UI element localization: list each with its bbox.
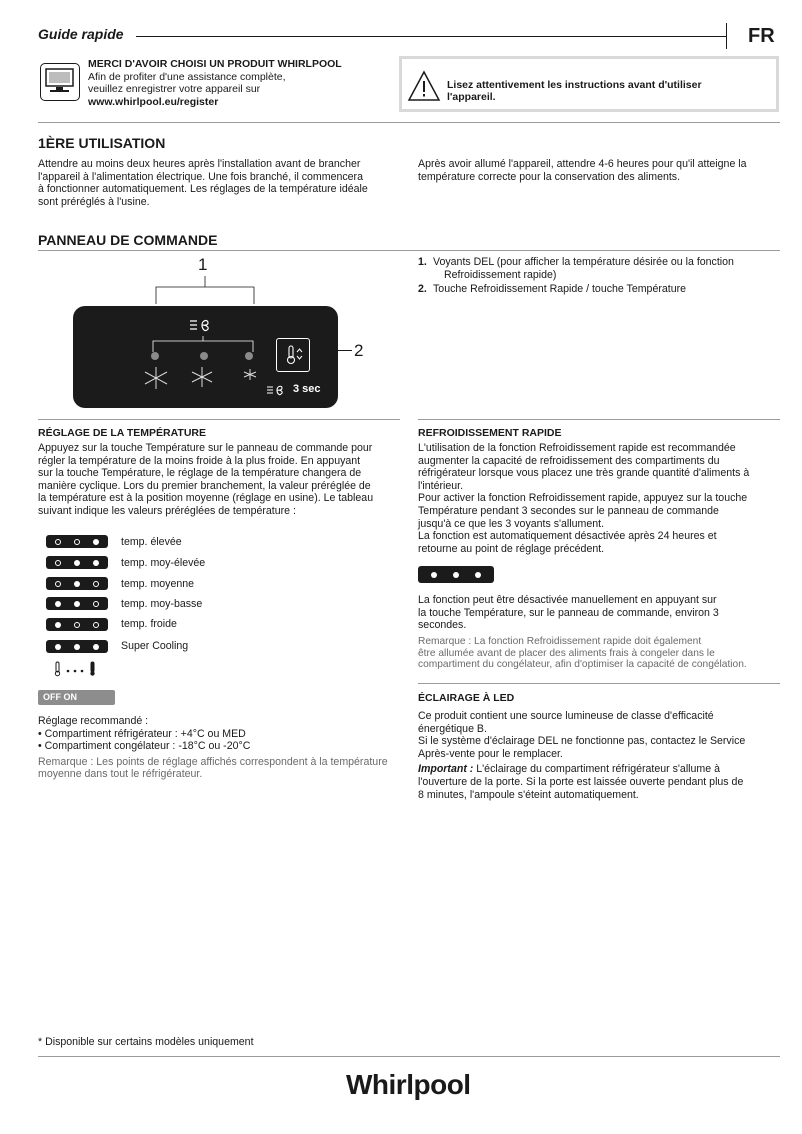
warning-text: [447, 79, 747, 103]
note-line: moyenne dans tout le réfrigérateur.: [38, 768, 203, 781]
warning-line: Lisez attentivement les instructions avant d'utiliser: [447, 79, 702, 91]
footer-rule: [38, 1056, 780, 1057]
text-line: augmenter la capacité de refroidissement des compartiments du: [418, 454, 720, 467]
led-indicator-strip: [46, 556, 108, 569]
off-on-indicator: OFF ON: [38, 690, 115, 705]
section-rule: [418, 683, 780, 684]
led-indicator-strip: [46, 577, 108, 590]
text-line: L'éclairage du compartiment réfrigérateur s'allume à: [473, 763, 720, 776]
callout-2: 2: [354, 341, 364, 360]
led-dot: [93, 644, 99, 650]
header-divider: [726, 23, 727, 49]
led-dot: [93, 581, 99, 587]
led-dot: [74, 622, 80, 628]
led-dot: [74, 539, 80, 545]
text-line: Température pendant 3 secondes sur le panneau de commande: [418, 504, 719, 517]
text-line: régler la température de la moins froide à la plus froide. En appuyant: [38, 454, 361, 467]
fast-cooling-title: REFROIDISSEMENT RAPIDE: [418, 427, 562, 439]
text-line: • Compartiment congélateur : -18°C ou -20°C: [38, 740, 251, 753]
thanks-line: Afin de profiter d'une assistance complète,: [88, 70, 286, 83]
first-use-right: [418, 158, 780, 183]
text-line: 8 minutes, l'ampoule s'éteint automatiquement.: [418, 788, 639, 801]
led-indicator-strip: [46, 597, 108, 610]
control-panel-title: PANNEAU DE COMMANDE: [38, 232, 218, 248]
led-dot: [55, 539, 61, 545]
led-dot: [93, 622, 99, 628]
text-line: réfrigérateur lorsque vous placez une très grande quantité d'aliments à: [418, 467, 750, 480]
note-line: compartiment du congélateur, afin d'optimiser la capacité de congélation.: [418, 659, 747, 671]
text-line: suivant indique les valeurs préréglées de température :: [38, 504, 296, 517]
temperature-settings-table: [0, 0, 400, 690]
manual-deactivation-text: [418, 594, 780, 632]
led-dot: [93, 560, 99, 566]
led-indicator-strip: [46, 640, 108, 653]
panel-legend: [418, 256, 734, 296]
text-line: la température est à la position moyenne (réglage en usine). Le tableau: [38, 492, 374, 505]
guide-title: Guide rapide: [38, 26, 124, 42]
legend-item: [418, 283, 734, 296]
note-line: Remarque : Les points de réglage affichés correspondent à la température: [38, 755, 388, 768]
all-leds-on-strip: [418, 566, 494, 583]
thanks-line: veuillez enregistrer votre appareil sur: [88, 83, 261, 95]
text-line: énergétique B.: [418, 722, 487, 735]
led-dot: [74, 560, 80, 566]
recommended-settings: [38, 715, 403, 781]
text-line: La fonction est automatiquement désactivée après 24 heures et: [418, 530, 717, 543]
text-line: Après avoir allumé l'appareil, attendre 4-6 heures pour qu'il atteigne la: [418, 158, 747, 170]
text-line: manière cyclique. Lors du premier branchement, la valeur préréglée de: [38, 479, 371, 492]
thanks-title: MERCI D'AVOIR CHOISI UN PRODUIT WHIRLPOOL: [88, 58, 342, 70]
callout-1: 1: [198, 255, 208, 274]
led-dot: [55, 560, 61, 566]
led-dot: [74, 581, 80, 587]
led-dot: [93, 601, 99, 607]
setting-label: Super Cooling: [121, 640, 189, 652]
text-line: l'appareil à l'alimentation électrique. Une fois branché, il commencera: [38, 170, 363, 183]
text-line: jusqu'à ce que les 3 voyants s'allument.: [418, 517, 605, 530]
first-use-title: 1ÈRE UTILISATION: [38, 135, 166, 151]
legend-text: Touche Refroidissement Rapide / touche Température: [433, 283, 687, 296]
led-dot: [55, 601, 61, 607]
text-line: la touche Température, sur le panneau de commande, environ 3: [418, 606, 719, 619]
warning-line: l'appareil.: [447, 91, 496, 103]
panel-timer-label: 3 sec: [293, 383, 321, 395]
setting-label: temp. moy-basse: [121, 598, 203, 610]
note-line: être allumée avant de placer des aliments frais à congeler dans le: [418, 647, 715, 659]
language-label: FR: [748, 25, 775, 47]
text-line: l'intérieur.: [418, 479, 464, 492]
section-rule: [418, 419, 780, 420]
warning-box: [399, 56, 779, 112]
text-line: Ce produit contient une source lumineuse de classe d'efficacité: [418, 710, 714, 722]
text-line: Si le système d'éclairage DEL ne fonctionne pas, contactez le Service: [418, 735, 746, 748]
led-dot: [55, 622, 61, 628]
setting-label: temp. moy-élevée: [121, 557, 206, 569]
legend-number: 1.: [418, 256, 427, 268]
legend-number: 2.: [418, 283, 427, 296]
text-line: l'ouverture de la porte. Si la porte est laissée ouverte pendant plus de: [418, 775, 744, 788]
led-dot: [74, 601, 80, 607]
temperature-title: RÉGLAGE DE LA TEMPÉRATURE: [38, 427, 207, 439]
text-line: Attendre au moins deux heures après l'installation avant de brancher: [38, 158, 361, 170]
setting-label: temp. froide: [121, 618, 177, 630]
text-line: à fonctionner automatiquement. Les réglages de la température idéale: [38, 183, 368, 196]
setting-label: temp. moyenne: [121, 578, 195, 590]
led-dot: [55, 581, 61, 587]
led-dot: [74, 644, 80, 650]
led-indicator-strip: [46, 618, 108, 631]
whirlpool-logo: Whirlpool: [346, 1069, 471, 1100]
text-line: Appuyez sur la touche Température sur le panneau de commande pour: [38, 442, 373, 454]
text-line: retourne au point de réglage précédent.: [418, 542, 605, 555]
text-line: Pour activer la fonction Refroidissement rapide, appuyez sur la touche: [418, 492, 748, 505]
led-lighting-text: [418, 710, 780, 801]
led-dot: [93, 539, 99, 545]
led-lighting-title: ÉCLAIRAGE À LED: [418, 692, 515, 704]
warning-icon: [407, 70, 441, 106]
register-link[interactable]: www.whirlpool.eu/register: [88, 95, 219, 108]
text-line: • Compartiment réfrigérateur : +4°C ou MED: [38, 727, 246, 740]
text-line: L'utilisation de la fonction Refroidissement rapide est recommandée: [418, 442, 736, 454]
led-dot: [55, 644, 61, 650]
legend-item: [418, 256, 734, 269]
fast-cooling-text: [418, 442, 780, 555]
fast-cooling-note: [418, 636, 780, 671]
text-line: La fonction peut être désactivée manuellement en appuyant sur: [418, 594, 717, 606]
legend-text: Refroidissement rapide): [444, 268, 557, 281]
text-line: température correcte pour la conservation des aliments.: [418, 170, 681, 183]
text-line: Après-vente pour le remplacer.: [418, 747, 563, 760]
led-indicator-strip: [46, 535, 108, 548]
note-line: Remarque : La fonction Refroidissement rapide doit également: [418, 636, 702, 647]
setting-label: temp. élevée: [121, 536, 182, 548]
text-line: sur la touche Température, le réglage de la température changera de: [38, 467, 362, 480]
legend-text: Voyants DEL (pour afficher la température désirée ou la fonction: [433, 256, 734, 268]
footnote: * Disponible sur certains modèles uniquement: [38, 1036, 254, 1048]
thermometer-range-icon: [54, 661, 102, 681]
important-line: [418, 763, 780, 776]
text-line: secondes.: [418, 619, 467, 632]
text-line: sont préréglés à l'usine.: [38, 195, 150, 208]
text-line: Réglage recommandé :: [38, 715, 149, 727]
important-label: Important :: [418, 763, 474, 776]
